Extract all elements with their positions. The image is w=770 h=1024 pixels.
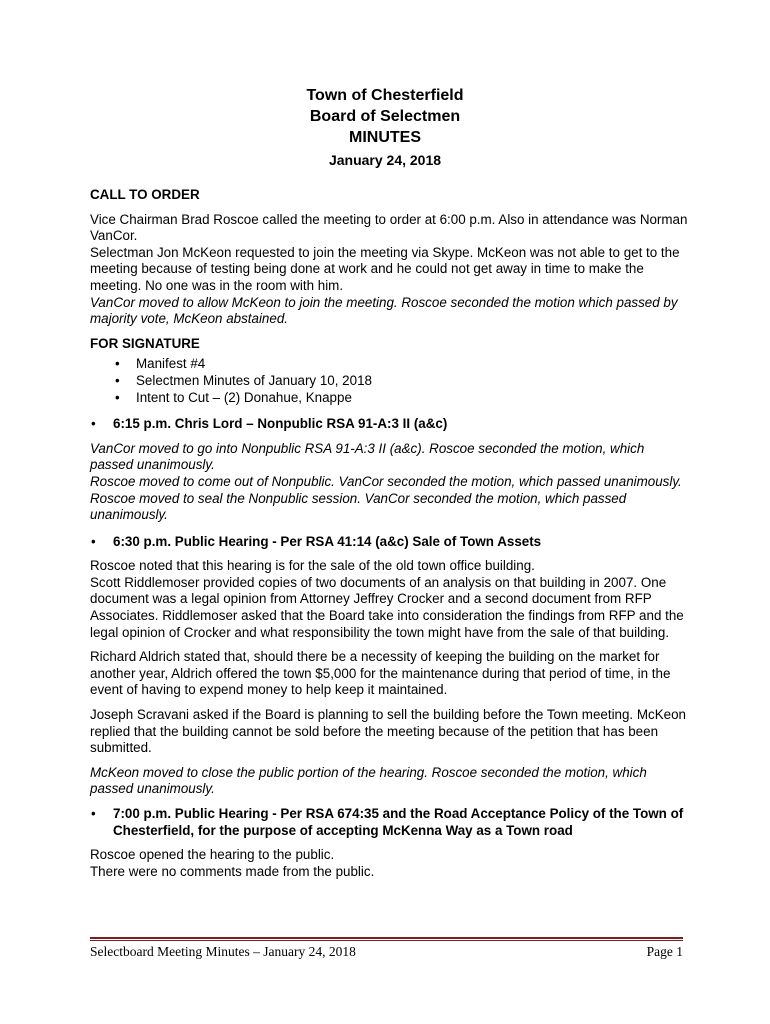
- hearing2-para1: Roscoe opened the hearing to the public.: [90, 847, 335, 863]
- bullet-icon: •: [91, 806, 96, 821]
- bullet-icon: •: [115, 356, 120, 372]
- hearing1-para1a: Roscoe noted that this hearing is for the sale of the old town office building.: [90, 558, 535, 574]
- hearing2-para2: There were no comments made from the public.: [90, 863, 375, 879]
- list-item: • Selectmen Minutes of January 10, 2018: [115, 372, 372, 388]
- hearing1-para2: Richard Aldrich stated that, should there be a necessity of keeping the building on the market for another year, Aldrich offered the town $5,000 for the maintenance during that period of time, in the event of having to expend money to help keep it maintained.: [90, 649, 671, 698]
- hearing2-heading: • 7:00 p.m. Public Hearing - Per RSA 674:35 and the Road Acceptance Policy of the Town of Chesterfield, for the purpose of accepting McKenna Way as a Town road: [91, 806, 684, 838]
- bullet-icon: •: [115, 389, 120, 405]
- list-item: • Manifest #4: [115, 356, 206, 372]
- hearing1-para1b: Scott Riddlemoser provided copies of two documents of an analysis on that building in 2007. One document was a legal opinion from Attorney Jeffrey Crocker and a second document from RFP Associates. Riddlemoser asked that the Board take into consideration the findings from RFP and the legal opinion of Crocker and what responsibility the town might have from the sale of that building.: [90, 574, 684, 640]
- minutes-title: MINUTES: [349, 129, 421, 146]
- for-signature-list: [90, 356, 690, 406]
- hearing1-motion: McKeon moved to close the public portion of the hearing. Roscoe seconded the motion, which passed unanimously.: [90, 764, 647, 797]
- page-number: Page 1: [646, 944, 683, 959]
- bullet-icon: •: [91, 533, 96, 549]
- footer-title: Selectboard Meeting Minutes – January 24, 2018: [90, 944, 356, 959]
- document-title-block: [0, 85, 770, 170]
- hearing1-heading: • 6:30 p.m. Public Hearing - Per RSA 41:14 (a&c) Sale of Town Assets: [91, 533, 542, 549]
- call-to-order-para2: Selectman Jon McKeon requested to join the meeting via Skype. McKeon was not able to get to the meeting because of testing being done at work and he could not get away in time to make the meeting. No one was in the room with him.: [90, 244, 680, 293]
- town-name: Town of Chesterfield: [306, 87, 464, 104]
- footer-rule: [90, 937, 683, 939]
- hearing1-para3: Joseph Scravani asked if the Board is planning to sell the building before the Town meeting. McKeon replied that the building cannot be sold before the meeting because of the petition that has been submitted.: [90, 707, 686, 756]
- list-item: • Intent to Cut – (2) Donahue, Knappe: [115, 389, 352, 405]
- meeting-date: January 24, 2018: [328, 152, 442, 168]
- board-name: Board of Selectmen: [309, 108, 461, 125]
- footer-rule-thin: [90, 940, 683, 941]
- for-signature-heading: FOR SIGNATURE: [90, 335, 200, 351]
- nonpublic-motion2: Roscoe moved to come out of Nonpublic. VanCor seconded the motion, which passed unanimously.: [90, 473, 682, 489]
- nonpublic-heading: • 6:15 p.m. Chris Lord – Nonpublic RSA 91-A:3 II (a&c): [91, 416, 448, 432]
- bullet-icon: •: [91, 416, 96, 432]
- minutes-body: [90, 187, 690, 880]
- nonpublic-motion3: Roscoe moved to seal the Nonpublic session. VanCor seconded the motion, which passed unanimously.: [90, 490, 627, 523]
- call-to-order-para1: Vice Chairman Brad Roscoe called the meeting to order at 6:00 p.m. Also in attendance was Norman VanCor.: [90, 211, 688, 244]
- bullet-icon: •: [115, 372, 120, 388]
- call-to-order-motion: VanCor moved to allow McKeon to join the meeting. Roscoe seconded the motion which passed by majority vote, McKeon abstained.: [90, 294, 678, 327]
- nonpublic-motion1: VanCor moved to go into Nonpublic RSA 91-A:3 II (a&c). Roscoe seconded the motion, which passed unanimously.: [90, 440, 645, 473]
- call-to-order-heading: CALL TO ORDER: [90, 187, 200, 202]
